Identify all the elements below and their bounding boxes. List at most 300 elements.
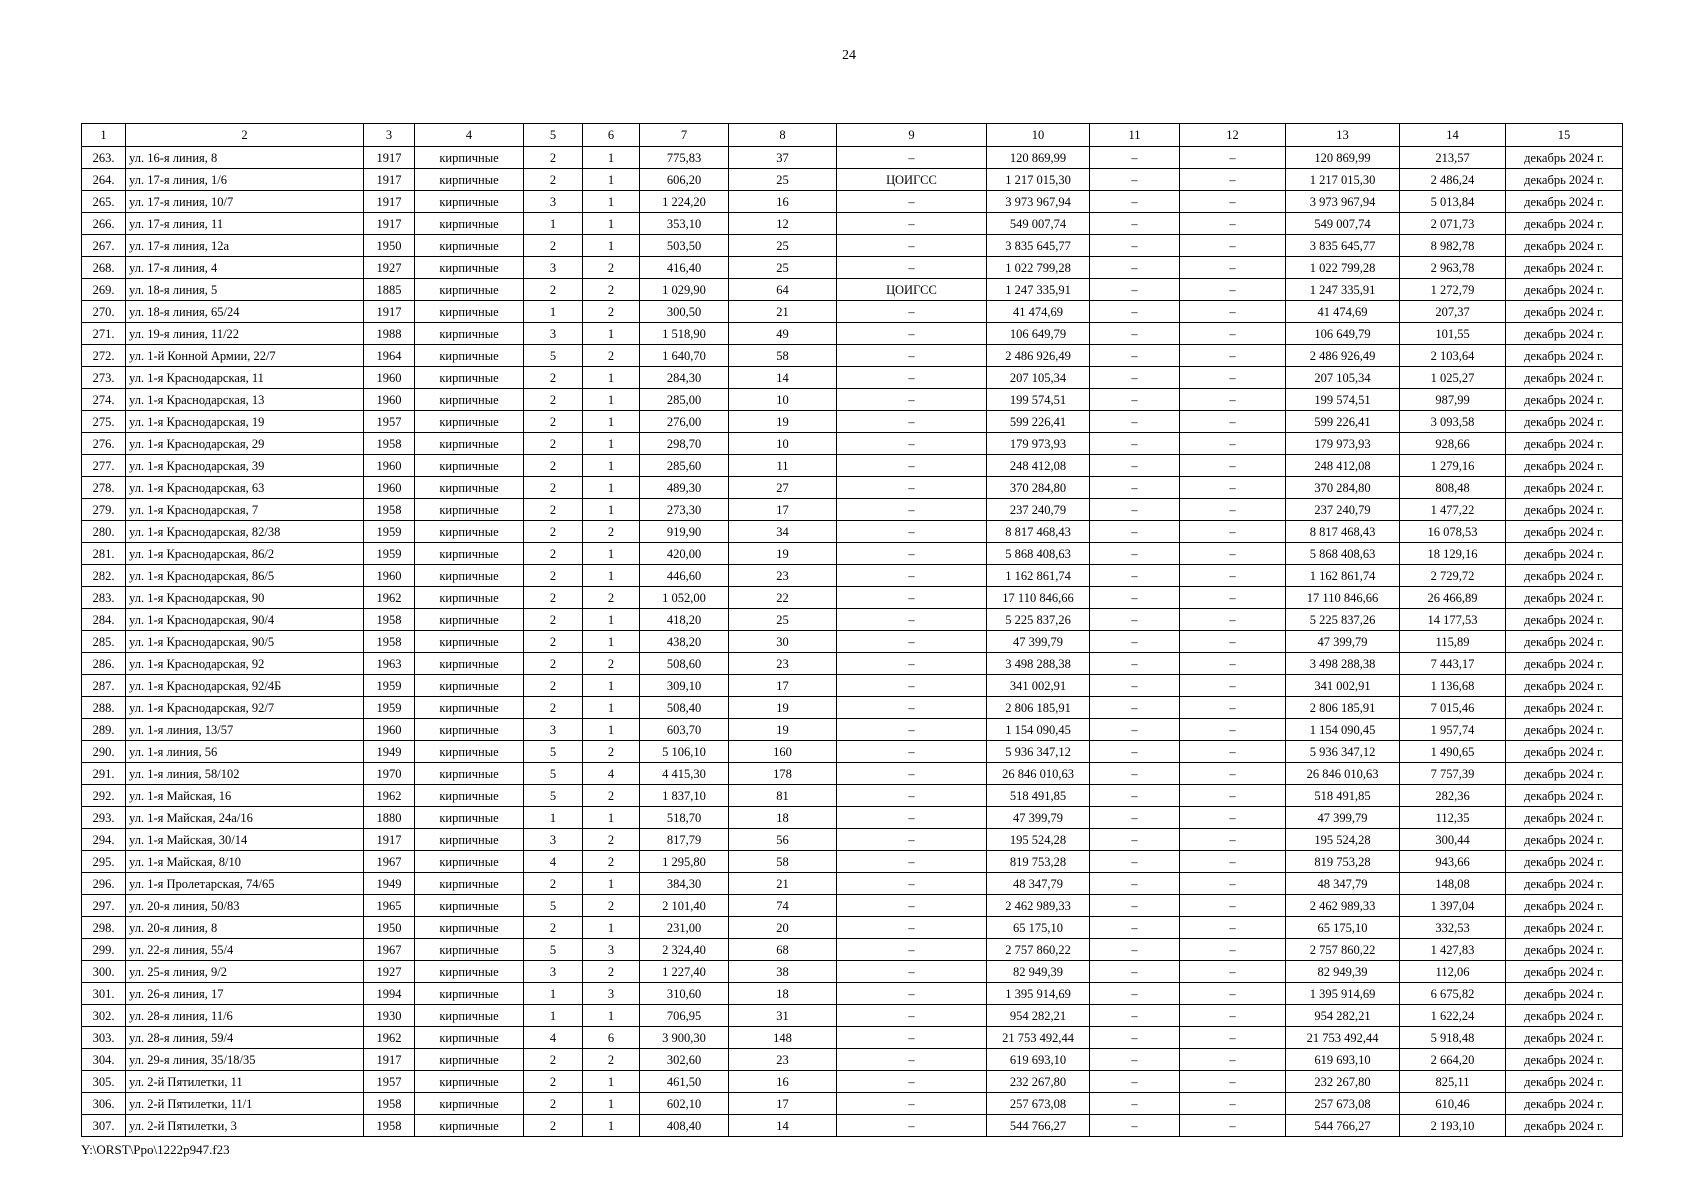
column-header: 3 bbox=[364, 124, 415, 147]
year-cell: 1960 bbox=[364, 719, 415, 741]
year-cell: 1960 bbox=[364, 477, 415, 499]
year-cell: 1917 bbox=[364, 301, 415, 323]
floors-cell: 2 bbox=[524, 609, 583, 631]
area-cell: 276,00 bbox=[640, 411, 729, 433]
table-body bbox=[82, 147, 1623, 1137]
col12-cell: – bbox=[1180, 1115, 1286, 1137]
year-cell: 1958 bbox=[364, 1115, 415, 1137]
floors-cell: 5 bbox=[524, 741, 583, 763]
row-number-cell: 306. bbox=[82, 1093, 126, 1115]
entrances-cell: 1 bbox=[583, 697, 640, 719]
col11-cell: – bbox=[1090, 763, 1180, 785]
row-number-cell: 278. bbox=[82, 477, 126, 499]
cost-per-sqm-cell: 332,53 bbox=[1400, 917, 1506, 939]
material-cell: кирпичные bbox=[415, 389, 524, 411]
floors-cell: 5 bbox=[524, 939, 583, 961]
status-cell: – bbox=[837, 763, 987, 785]
deadline-cell: декабрь 2024 г. bbox=[1506, 521, 1623, 543]
address-cell: ул. 1-я Краснодарская, 90/5 bbox=[126, 631, 364, 653]
address-cell: ул. 1-я Краснодарская, 92/4Б bbox=[126, 675, 364, 697]
total-cost-cell: 1 162 861,74 bbox=[1286, 565, 1400, 587]
table-row bbox=[82, 1049, 1623, 1071]
area-cell: 606,20 bbox=[640, 169, 729, 191]
row-number-cell: 289. bbox=[82, 719, 126, 741]
table-row bbox=[82, 609, 1623, 631]
total-cost-cell: 232 267,80 bbox=[1286, 1071, 1400, 1093]
cost-cell: 65 175,10 bbox=[987, 917, 1090, 939]
col11-cell: – bbox=[1090, 389, 1180, 411]
entrances-cell: 1 bbox=[583, 367, 640, 389]
total-cost-cell: 21 753 492,44 bbox=[1286, 1027, 1400, 1049]
table-row bbox=[82, 169, 1623, 191]
table-row bbox=[82, 411, 1623, 433]
deadline-cell: декабрь 2024 г. bbox=[1506, 1005, 1623, 1027]
col11-cell: – bbox=[1090, 345, 1180, 367]
year-cell: 1917 bbox=[364, 829, 415, 851]
total-cost-cell: 544 766,27 bbox=[1286, 1115, 1400, 1137]
material-cell: кирпичные bbox=[415, 565, 524, 587]
cost-cell: 47 399,79 bbox=[987, 631, 1090, 653]
column-header: 1 bbox=[82, 124, 126, 147]
col11-cell: – bbox=[1090, 433, 1180, 455]
cost-cell: 819 753,28 bbox=[987, 851, 1090, 873]
apartments-cell: 25 bbox=[729, 235, 837, 257]
col12-cell: – bbox=[1180, 1071, 1286, 1093]
cost-cell: 1 022 799,28 bbox=[987, 257, 1090, 279]
total-cost-cell: 248 412,08 bbox=[1286, 455, 1400, 477]
row-number-cell: 286. bbox=[82, 653, 126, 675]
year-cell: 1960 bbox=[364, 367, 415, 389]
column-number-row bbox=[82, 124, 1623, 147]
address-cell: ул. 26-я линия, 17 bbox=[126, 983, 364, 1005]
address-cell: ул. 1-я Краснодарская, 19 bbox=[126, 411, 364, 433]
entrances-cell: 1 bbox=[583, 191, 640, 213]
status-cell: – bbox=[837, 1115, 987, 1137]
col12-cell: – bbox=[1180, 367, 1286, 389]
apartments-cell: 81 bbox=[729, 785, 837, 807]
floors-cell: 5 bbox=[524, 345, 583, 367]
col12-cell: – bbox=[1180, 279, 1286, 301]
entrances-cell: 1 bbox=[583, 917, 640, 939]
area-cell: 1 295,80 bbox=[640, 851, 729, 873]
cost-cell: 5 936 347,12 bbox=[987, 741, 1090, 763]
cost-cell: 1 217 015,30 bbox=[987, 169, 1090, 191]
area-cell: 603,70 bbox=[640, 719, 729, 741]
table-row bbox=[82, 1093, 1623, 1115]
floors-cell: 2 bbox=[524, 1071, 583, 1093]
address-cell: ул. 17-я линия, 11 bbox=[126, 213, 364, 235]
floors-cell: 2 bbox=[524, 697, 583, 719]
apartments-cell: 25 bbox=[729, 257, 837, 279]
apartments-cell: 17 bbox=[729, 675, 837, 697]
address-cell: ул. 1-я Краснодарская, 29 bbox=[126, 433, 364, 455]
area-cell: 353,10 bbox=[640, 213, 729, 235]
address-cell: ул. 28-я линия, 59/4 bbox=[126, 1027, 364, 1049]
row-number-cell: 277. bbox=[82, 455, 126, 477]
area-cell: 817,79 bbox=[640, 829, 729, 851]
entrances-cell: 1 bbox=[583, 477, 640, 499]
status-cell: – bbox=[837, 345, 987, 367]
deadline-cell: декабрь 2024 г. bbox=[1506, 1049, 1623, 1071]
col11-cell: – bbox=[1090, 675, 1180, 697]
col11-cell: – bbox=[1090, 323, 1180, 345]
status-cell: – bbox=[837, 257, 987, 279]
material-cell: кирпичные bbox=[415, 213, 524, 235]
apartments-cell: 16 bbox=[729, 1071, 837, 1093]
col12-cell: – bbox=[1180, 1049, 1286, 1071]
material-cell: кирпичные bbox=[415, 653, 524, 675]
year-cell: 1967 bbox=[364, 851, 415, 873]
col11-cell: – bbox=[1090, 1027, 1180, 1049]
row-number-cell: 293. bbox=[82, 807, 126, 829]
col11-cell: – bbox=[1090, 257, 1180, 279]
cost-cell: 199 574,51 bbox=[987, 389, 1090, 411]
cost-cell: 232 267,80 bbox=[987, 1071, 1090, 1093]
status-cell: – bbox=[837, 191, 987, 213]
area-cell: 420,00 bbox=[640, 543, 729, 565]
year-cell: 1962 bbox=[364, 1027, 415, 1049]
status-cell: – bbox=[837, 367, 987, 389]
floors-cell: 2 bbox=[524, 477, 583, 499]
apartments-cell: 11 bbox=[729, 455, 837, 477]
area-cell: 518,70 bbox=[640, 807, 729, 829]
entrances-cell: 1 bbox=[583, 455, 640, 477]
total-cost-cell: 199 574,51 bbox=[1286, 389, 1400, 411]
col12-cell: – bbox=[1180, 543, 1286, 565]
year-cell: 1960 bbox=[364, 565, 415, 587]
cost-cell: 237 240,79 bbox=[987, 499, 1090, 521]
entrances-cell: 1 bbox=[583, 631, 640, 653]
total-cost-cell: 5 868 408,63 bbox=[1286, 543, 1400, 565]
status-cell: – bbox=[837, 1093, 987, 1115]
floors-cell: 2 bbox=[524, 279, 583, 301]
status-cell: – bbox=[837, 807, 987, 829]
area-cell: 446,60 bbox=[640, 565, 729, 587]
year-cell: 1959 bbox=[364, 675, 415, 697]
col12-cell: – bbox=[1180, 895, 1286, 917]
area-cell: 300,50 bbox=[640, 301, 729, 323]
col12-cell: – bbox=[1180, 697, 1286, 719]
col11-cell: – bbox=[1090, 499, 1180, 521]
cost-per-sqm-cell: 928,66 bbox=[1400, 433, 1506, 455]
status-cell: – bbox=[837, 235, 987, 257]
apartments-cell: 30 bbox=[729, 631, 837, 653]
entrances-cell: 1 bbox=[583, 499, 640, 521]
table-row bbox=[82, 1115, 1623, 1137]
table-row bbox=[82, 147, 1623, 169]
apartments-cell: 64 bbox=[729, 279, 837, 301]
col12-cell: – bbox=[1180, 323, 1286, 345]
total-cost-cell: 2 806 185,91 bbox=[1286, 697, 1400, 719]
total-cost-cell: 207 105,34 bbox=[1286, 367, 1400, 389]
cost-per-sqm-cell: 115,89 bbox=[1400, 631, 1506, 653]
cost-per-sqm-cell: 16 078,53 bbox=[1400, 521, 1506, 543]
col11-cell: – bbox=[1090, 785, 1180, 807]
deadline-cell: декабрь 2024 г. bbox=[1506, 499, 1623, 521]
floors-cell: 2 bbox=[524, 1115, 583, 1137]
status-cell: ЦОИГСС bbox=[837, 279, 987, 301]
address-cell: ул. 1-я Краснодарская, 7 bbox=[126, 499, 364, 521]
cost-per-sqm-cell: 2 664,20 bbox=[1400, 1049, 1506, 1071]
total-cost-cell: 518 491,85 bbox=[1286, 785, 1400, 807]
cost-per-sqm-cell: 1 427,83 bbox=[1400, 939, 1506, 961]
col11-cell: – bbox=[1090, 521, 1180, 543]
apartments-cell: 25 bbox=[729, 169, 837, 191]
area-cell: 418,20 bbox=[640, 609, 729, 631]
total-cost-cell: 47 399,79 bbox=[1286, 631, 1400, 653]
deadline-cell: декабрь 2024 г. bbox=[1506, 895, 1623, 917]
col11-cell: – bbox=[1090, 1115, 1180, 1137]
status-cell: – bbox=[837, 873, 987, 895]
table-row bbox=[82, 697, 1623, 719]
table-row bbox=[82, 873, 1623, 895]
entrances-cell: 1 bbox=[583, 807, 640, 829]
apartments-cell: 14 bbox=[729, 1115, 837, 1137]
material-cell: кирпичные bbox=[415, 939, 524, 961]
address-cell: ул. 22-я линия, 55/4 bbox=[126, 939, 364, 961]
apartments-cell: 18 bbox=[729, 983, 837, 1005]
apartments-cell: 27 bbox=[729, 477, 837, 499]
deadline-cell: декабрь 2024 г. bbox=[1506, 1071, 1623, 1093]
address-cell: ул. 1-я Краснодарская, 90/4 bbox=[126, 609, 364, 631]
address-cell: ул. 18-я линия, 65/24 bbox=[126, 301, 364, 323]
entrances-cell: 1 bbox=[583, 433, 640, 455]
entrances-cell: 2 bbox=[583, 741, 640, 763]
material-cell: кирпичные bbox=[415, 1093, 524, 1115]
col11-cell: – bbox=[1090, 917, 1180, 939]
cost-per-sqm-cell: 282,36 bbox=[1400, 785, 1506, 807]
col12-cell: – bbox=[1180, 213, 1286, 235]
cost-per-sqm-cell: 7 443,17 bbox=[1400, 653, 1506, 675]
column-header: 10 bbox=[987, 124, 1090, 147]
table-row bbox=[82, 785, 1623, 807]
entrances-cell: 4 bbox=[583, 763, 640, 785]
table-row bbox=[82, 257, 1623, 279]
file-path-footer: Y:\ORST\Ppo\1222p947.f23 bbox=[81, 1142, 230, 1157]
total-cost-cell: 370 284,80 bbox=[1286, 477, 1400, 499]
deadline-cell: декабрь 2024 г. bbox=[1506, 213, 1623, 235]
status-cell: – bbox=[837, 521, 987, 543]
entrances-cell: 3 bbox=[583, 983, 640, 1005]
material-cell: кирпичные bbox=[415, 829, 524, 851]
entrances-cell: 2 bbox=[583, 301, 640, 323]
cost-cell: 544 766,27 bbox=[987, 1115, 1090, 1137]
deadline-cell: декабрь 2024 г. bbox=[1506, 477, 1623, 499]
col11-cell: – bbox=[1090, 719, 1180, 741]
total-cost-cell: 619 693,10 bbox=[1286, 1049, 1400, 1071]
material-cell: кирпичные bbox=[415, 191, 524, 213]
col12-cell: – bbox=[1180, 147, 1286, 169]
material-cell: кирпичные bbox=[415, 961, 524, 983]
material-cell: кирпичные bbox=[415, 367, 524, 389]
material-cell: кирпичные bbox=[415, 169, 524, 191]
status-cell: – bbox=[837, 895, 987, 917]
entrances-cell: 1 bbox=[583, 873, 640, 895]
apartments-cell: 49 bbox=[729, 323, 837, 345]
table-row bbox=[82, 675, 1623, 697]
floors-cell: 3 bbox=[524, 719, 583, 741]
column-header: 9 bbox=[837, 124, 987, 147]
area-cell: 309,10 bbox=[640, 675, 729, 697]
floors-cell: 3 bbox=[524, 323, 583, 345]
address-cell: ул. 1-я Краснодарская, 90 bbox=[126, 587, 364, 609]
floors-cell: 3 bbox=[524, 191, 583, 213]
year-cell: 1970 bbox=[364, 763, 415, 785]
col11-cell: – bbox=[1090, 301, 1180, 323]
entrances-cell: 2 bbox=[583, 653, 640, 675]
entrances-cell: 1 bbox=[583, 565, 640, 587]
row-number-cell: 265. bbox=[82, 191, 126, 213]
year-cell: 1994 bbox=[364, 983, 415, 1005]
entrances-cell: 6 bbox=[583, 1027, 640, 1049]
floors-cell: 2 bbox=[524, 389, 583, 411]
cost-per-sqm-cell: 1 397,04 bbox=[1400, 895, 1506, 917]
material-cell: кирпичные bbox=[415, 147, 524, 169]
col12-cell: – bbox=[1180, 587, 1286, 609]
col11-cell: – bbox=[1090, 653, 1180, 675]
row-number-cell: 291. bbox=[82, 763, 126, 785]
material-cell: кирпичные bbox=[415, 433, 524, 455]
col12-cell: – bbox=[1180, 235, 1286, 257]
row-number-cell: 287. bbox=[82, 675, 126, 697]
floors-cell: 2 bbox=[524, 1049, 583, 1071]
table-row bbox=[82, 983, 1623, 1005]
floors-cell: 2 bbox=[524, 1093, 583, 1115]
table-row bbox=[82, 631, 1623, 653]
address-cell: ул. 1-я Краснодарская, 92/7 bbox=[126, 697, 364, 719]
row-number-cell: 294. bbox=[82, 829, 126, 851]
year-cell: 1962 bbox=[364, 587, 415, 609]
address-cell: ул. 1-я линия, 56 bbox=[126, 741, 364, 763]
status-cell: – bbox=[837, 543, 987, 565]
table-row bbox=[82, 477, 1623, 499]
year-cell: 1885 bbox=[364, 279, 415, 301]
address-cell: ул. 19-я линия, 11/22 bbox=[126, 323, 364, 345]
total-cost-cell: 1 217 015,30 bbox=[1286, 169, 1400, 191]
col12-cell: – bbox=[1180, 389, 1286, 411]
cost-per-sqm-cell: 7 015,46 bbox=[1400, 697, 1506, 719]
status-cell: – bbox=[837, 983, 987, 1005]
page-number: 24 bbox=[842, 48, 856, 63]
year-cell: 1927 bbox=[364, 257, 415, 279]
entrances-cell: 1 bbox=[583, 609, 640, 631]
area-cell: 2 101,40 bbox=[640, 895, 729, 917]
material-cell: кирпичные bbox=[415, 521, 524, 543]
deadline-cell: декабрь 2024 г. bbox=[1506, 851, 1623, 873]
address-cell: ул. 29-я линия, 35/18/35 bbox=[126, 1049, 364, 1071]
col11-cell: – bbox=[1090, 939, 1180, 961]
status-cell: – bbox=[837, 147, 987, 169]
status-cell: – bbox=[837, 741, 987, 763]
year-cell: 1958 bbox=[364, 499, 415, 521]
table-row bbox=[82, 433, 1623, 455]
row-number-cell: 281. bbox=[82, 543, 126, 565]
cost-per-sqm-cell: 610,46 bbox=[1400, 1093, 1506, 1115]
status-cell: – bbox=[837, 631, 987, 653]
entrances-cell: 1 bbox=[583, 1071, 640, 1093]
row-number-cell: 296. bbox=[82, 873, 126, 895]
status-cell: – bbox=[837, 499, 987, 521]
status-cell: – bbox=[837, 829, 987, 851]
cost-per-sqm-cell: 213,57 bbox=[1400, 147, 1506, 169]
apartments-cell: 17 bbox=[729, 499, 837, 521]
area-cell: 4 415,30 bbox=[640, 763, 729, 785]
cost-per-sqm-cell: 808,48 bbox=[1400, 477, 1506, 499]
total-cost-cell: 82 949,39 bbox=[1286, 961, 1400, 983]
status-cell: – bbox=[837, 697, 987, 719]
table-row bbox=[82, 389, 1623, 411]
col11-cell: – bbox=[1090, 631, 1180, 653]
apartments-cell: 56 bbox=[729, 829, 837, 851]
cost-per-sqm-cell: 2 071,73 bbox=[1400, 213, 1506, 235]
deadline-cell: декабрь 2024 г. bbox=[1506, 323, 1623, 345]
status-cell: – bbox=[837, 917, 987, 939]
material-cell: кирпичные bbox=[415, 477, 524, 499]
apartments-cell: 10 bbox=[729, 433, 837, 455]
area-cell: 503,50 bbox=[640, 235, 729, 257]
year-cell: 1917 bbox=[364, 191, 415, 213]
status-cell: – bbox=[837, 411, 987, 433]
deadline-cell: декабрь 2024 г. bbox=[1506, 763, 1623, 785]
floors-cell: 1 bbox=[524, 301, 583, 323]
year-cell: 1965 bbox=[364, 895, 415, 917]
status-cell: – bbox=[837, 455, 987, 477]
cost-per-sqm-cell: 112,35 bbox=[1400, 807, 1506, 829]
cost-cell: 2 806 185,91 bbox=[987, 697, 1090, 719]
col11-cell: – bbox=[1090, 873, 1180, 895]
col12-cell: – bbox=[1180, 675, 1286, 697]
deadline-cell: декабрь 2024 г. bbox=[1506, 697, 1623, 719]
table-row bbox=[82, 763, 1623, 785]
cost-per-sqm-cell: 8 982,78 bbox=[1400, 235, 1506, 257]
table-row bbox=[82, 1071, 1623, 1093]
cost-per-sqm-cell: 5 918,48 bbox=[1400, 1027, 1506, 1049]
floors-cell: 3 bbox=[524, 961, 583, 983]
total-cost-cell: 5 936 347,12 bbox=[1286, 741, 1400, 763]
address-cell: ул. 1-я Майская, 8/10 bbox=[126, 851, 364, 873]
cost-cell: 82 949,39 bbox=[987, 961, 1090, 983]
apartments-cell: 12 bbox=[729, 213, 837, 235]
col12-cell: – bbox=[1180, 169, 1286, 191]
row-number-cell: 300. bbox=[82, 961, 126, 983]
address-cell: ул. 20-я линия, 8 bbox=[126, 917, 364, 939]
total-cost-cell: 819 753,28 bbox=[1286, 851, 1400, 873]
row-number-cell: 307. bbox=[82, 1115, 126, 1137]
cost-per-sqm-cell: 1 272,79 bbox=[1400, 279, 1506, 301]
total-cost-cell: 3 973 967,94 bbox=[1286, 191, 1400, 213]
floors-cell: 2 bbox=[524, 433, 583, 455]
col12-cell: – bbox=[1180, 521, 1286, 543]
row-number-cell: 292. bbox=[82, 785, 126, 807]
deadline-cell: декабрь 2024 г. bbox=[1506, 345, 1623, 367]
col12-cell: – bbox=[1180, 785, 1286, 807]
apartments-cell: 16 bbox=[729, 191, 837, 213]
deadline-cell: декабрь 2024 г. bbox=[1506, 367, 1623, 389]
apartments-cell: 23 bbox=[729, 565, 837, 587]
material-cell: кирпичные bbox=[415, 719, 524, 741]
material-cell: кирпичные bbox=[415, 345, 524, 367]
deadline-cell: декабрь 2024 г. bbox=[1506, 191, 1623, 213]
row-number-cell: 276. bbox=[82, 433, 126, 455]
address-cell: ул. 1-я Пролетарская, 74/65 bbox=[126, 873, 364, 895]
row-number-cell: 305. bbox=[82, 1071, 126, 1093]
row-number-cell: 284. bbox=[82, 609, 126, 631]
col12-cell: – bbox=[1180, 1093, 1286, 1115]
apartments-cell: 160 bbox=[729, 741, 837, 763]
column-header: 6 bbox=[583, 124, 640, 147]
floors-cell: 2 bbox=[524, 873, 583, 895]
address-cell: ул. 16-я линия, 8 bbox=[126, 147, 364, 169]
